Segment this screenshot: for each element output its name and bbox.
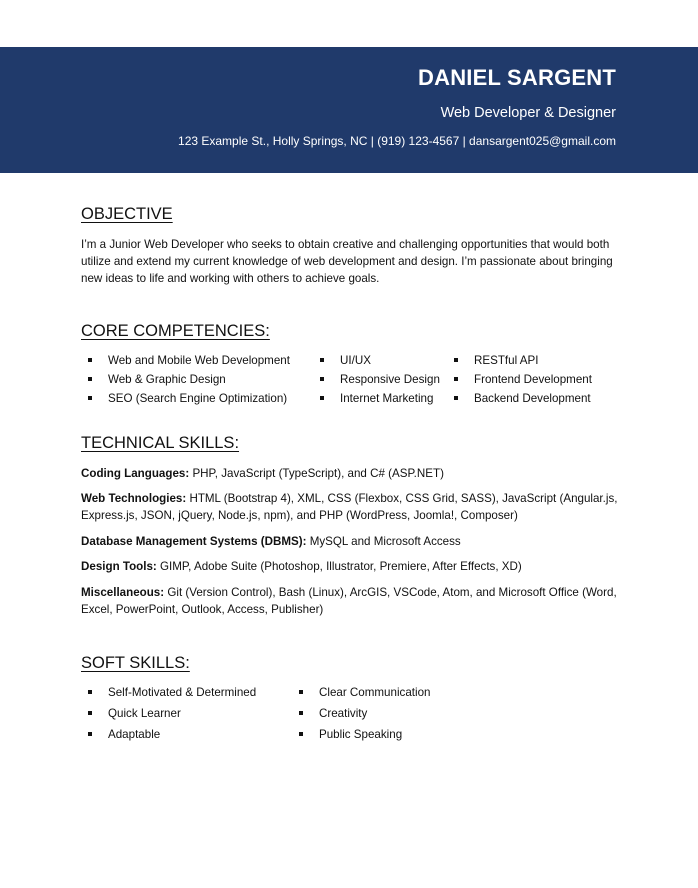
contact-info: 123 Example St., Holly Springs, NC | (919) 123-4567 | dansargent025@gmail.com [178,134,616,148]
skill-coding-languages [81,465,626,482]
list-item: Web & Graphic Design [88,370,290,389]
competencies-column-1 [88,351,290,408]
skill-label: Web Technologies: [81,492,187,505]
skill-label: Design Tools: [81,560,157,573]
soft-skills-column-1 [88,683,256,746]
competencies-column-3 [454,351,592,408]
list-item: Creativity [299,704,430,725]
soft-skills-column-2 [299,683,430,746]
list-item: Self-Motivated & Determined [88,683,256,704]
skill-value: HTML (Bootstrap 4), XML, CSS (Flexbox, CSS Grid, SASS), JavaScript (Angular.js, Express.js, JSON, jQuery, Node.js, npm), and PHP (WordPress, Joomla!, Composer) [81,492,618,522]
skill-value: MySQL and Microsoft Access [306,535,461,548]
list-item: Responsive Design [320,370,440,389]
list-item: Public Speaking [299,725,430,746]
core-competencies-heading: CORE COMPETENCIES: [81,322,270,340]
technical-skills-heading: TECHNICAL SKILLS: [81,434,240,452]
list-item: Backend Development [454,389,592,408]
skill-label: Coding Languages: [81,467,190,480]
skill-web-technologies [81,490,626,524]
skill-value: Git (Version Control), Bash (Linux), ArcGIS, VSCode, Atom, and Microsoft Office (Word, Excel, PowerPoint, Outlook, Access, Publisher) [81,586,617,616]
candidate-name: DANIEL SARGENT [418,65,616,90]
list-item: Quick Learner [88,704,256,725]
header-banner [0,47,698,173]
list-item: RESTful API [454,351,592,370]
skill-value: PHP, JavaScript (TypeScript), and C# (ASP.NET) [189,467,444,480]
list-item: Adaptable [88,725,256,746]
list-item: Internet Marketing [320,389,440,408]
soft-skills-heading: SOFT SKILLS: [81,654,190,672]
objective-text: I’m a Junior Web Developer who seeks to obtain creative and challenging opportunities that would both utilize and extend my current knowledge of web development and design. I’m passionate about bringing new ideas to life and working with others to achieve goals. [81,238,613,285]
list-item: Frontend Development [454,370,592,389]
list-item: UI/UX [320,351,440,370]
candidate-title: Web Developer & Designer [440,105,616,121]
competencies-column-2 [320,351,440,408]
skill-design-tools [81,558,626,575]
skill-label: Database Management Systems (DBMS): [81,535,307,548]
list-item: Web and Mobile Web Development [88,351,290,370]
list-item: Clear Communication [299,683,430,704]
skill-value: GIMP, Adobe Suite (Photoshop, Illustrator, Premiere, After Effects, XD) [156,560,522,573]
skill-label: Miscellaneous: [81,586,165,599]
list-item: SEO (Search Engine Optimization) [88,389,290,408]
skill-miscellaneous [81,584,626,618]
skill-dbms [81,533,626,550]
objective-heading: OBJECTIVE [81,205,173,223]
